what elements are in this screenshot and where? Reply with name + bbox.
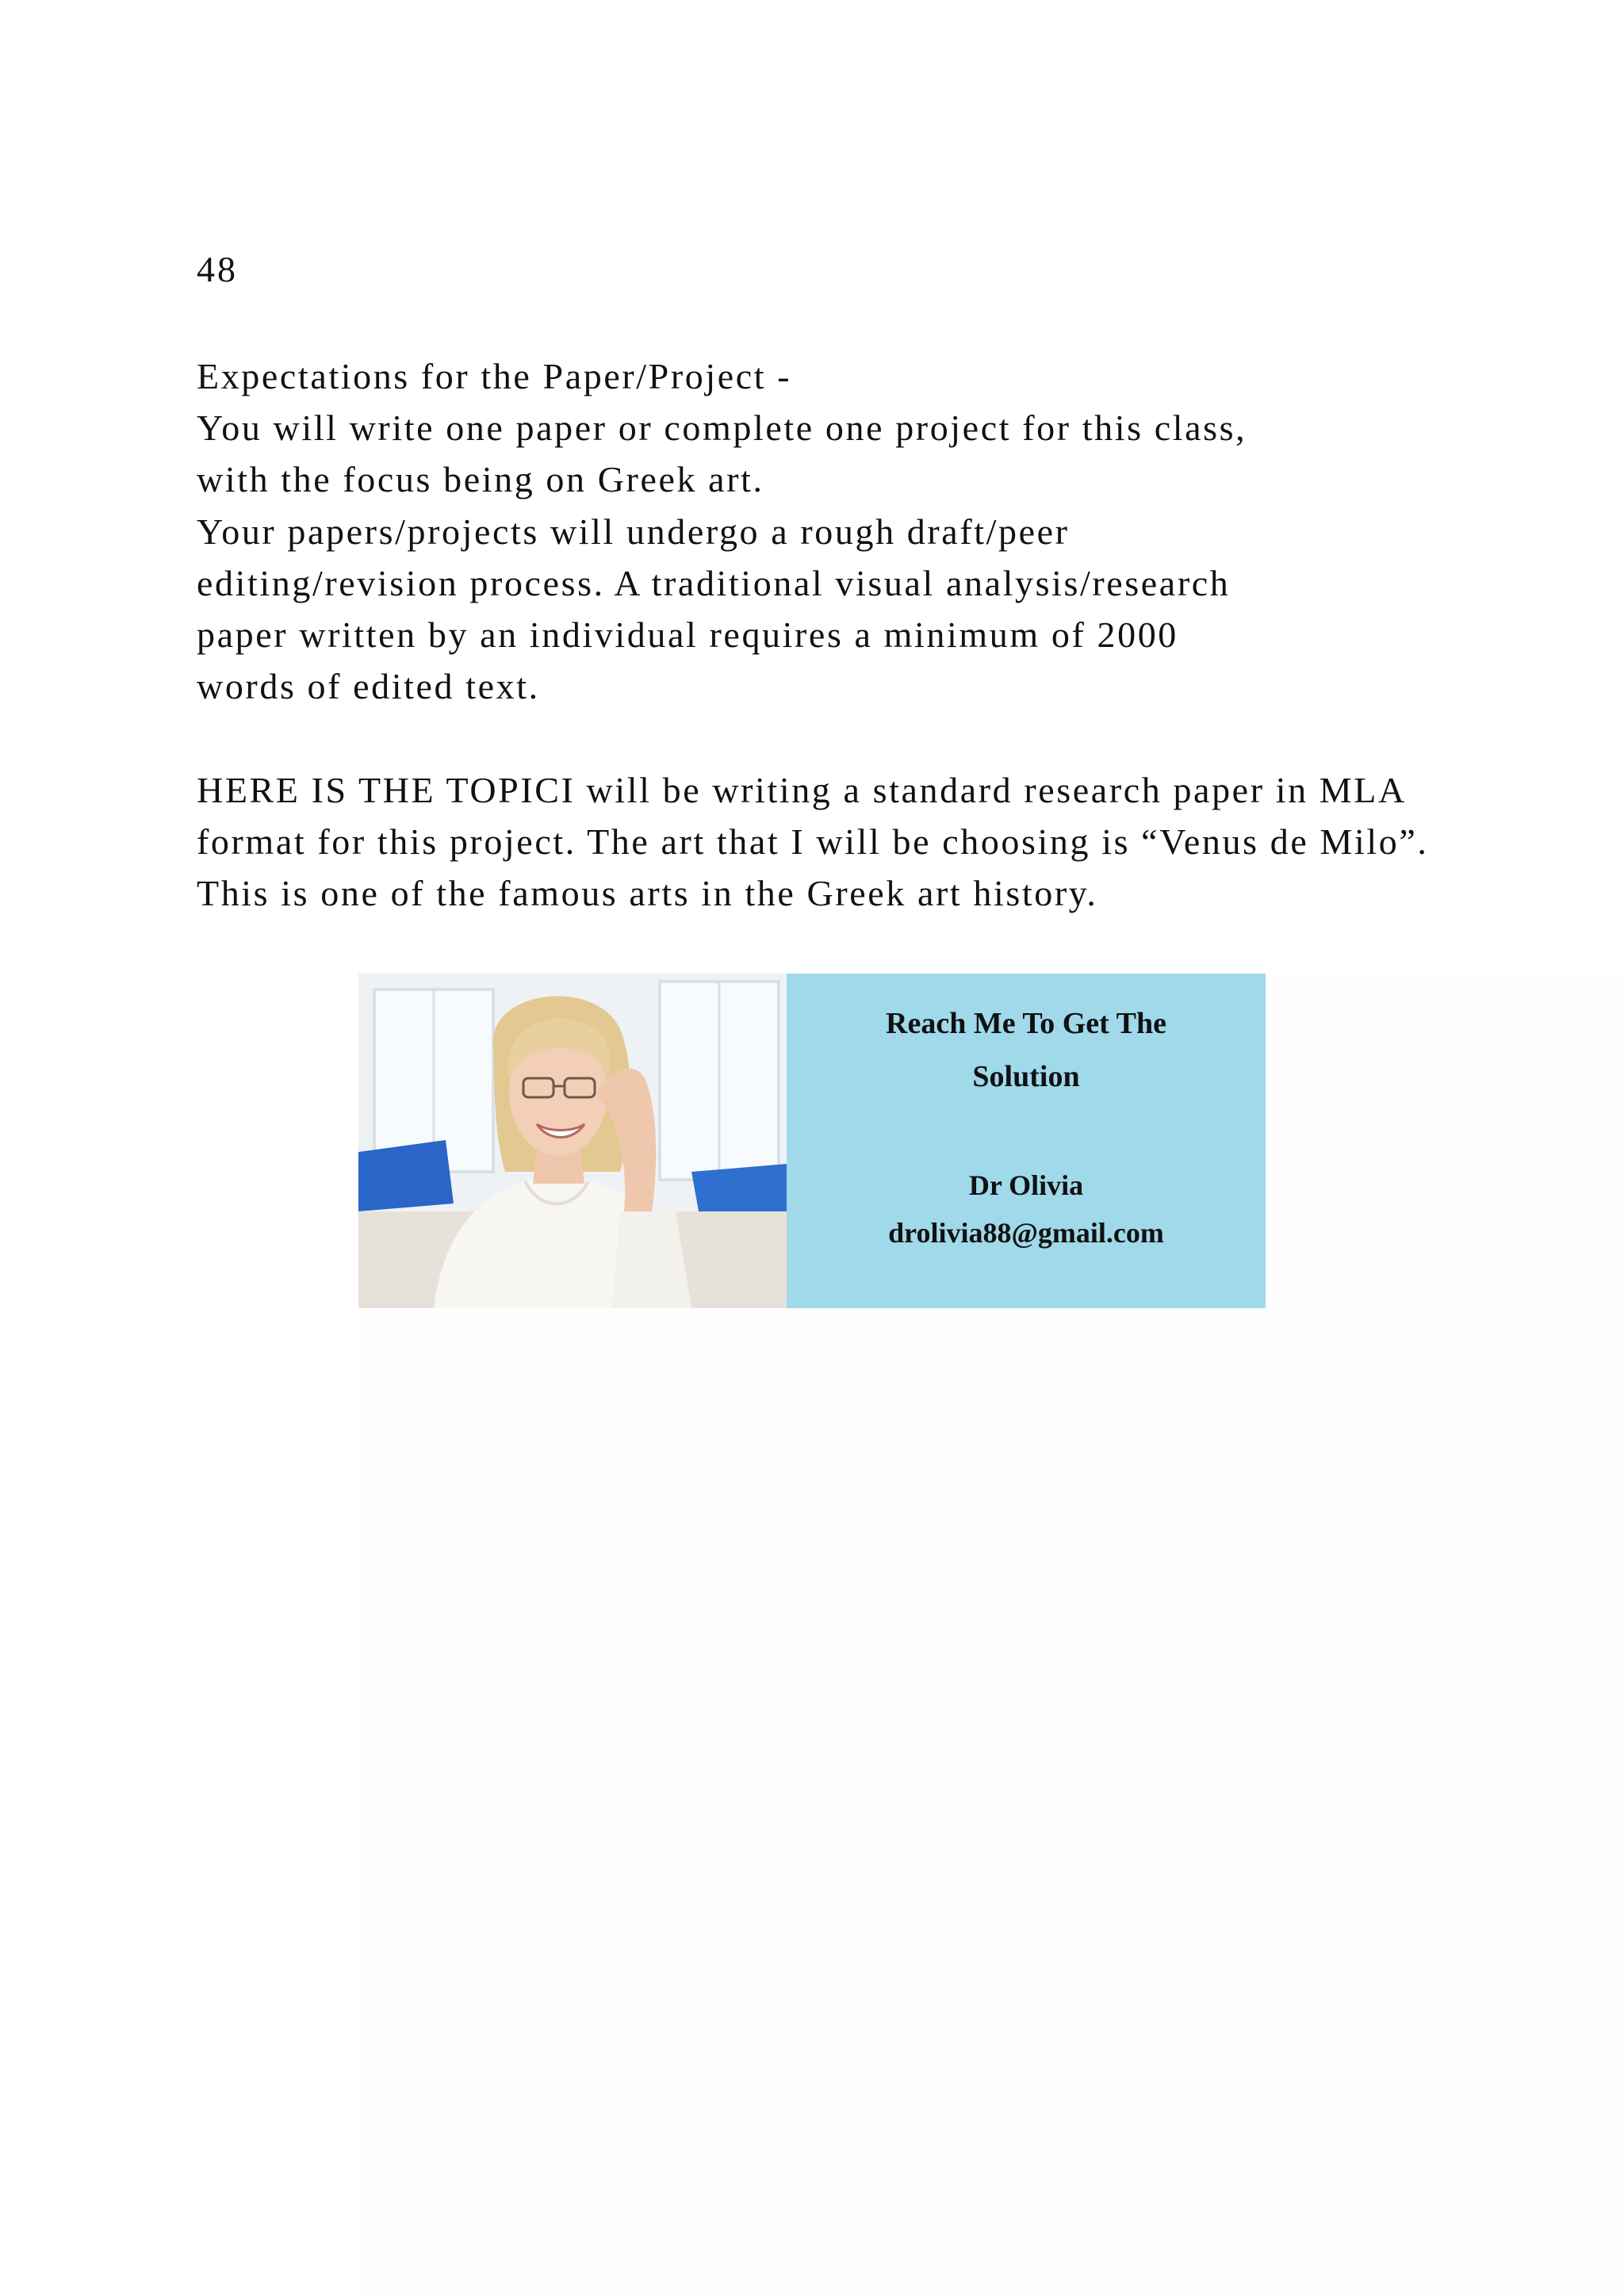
contact-email[interactable]: drolivia88@gmail.com — [888, 1217, 1164, 1249]
contact-info-panel — [787, 974, 1266, 1308]
paragraph-expectations: Expectations for the Paper/Project - You will write one paper or complete one project for this class, with the focus being on Greek art. Your papers/projects will undergo a rough draft/peer editing/revision process. A traditional visual analysis/research paper written by an individual requires a minimum of 2000 words of edited text. — [197, 356, 1247, 707]
contact-banner — [358, 974, 1266, 1308]
paragraph-topic: HERE IS THE TOPICI will be writing a standard research paper in MLA format for this project. The art that I will be choosing is “Venus de Milo”. This is one of the famous arts in the Greek art history. — [197, 770, 1429, 914]
woman-with-glasses-photo — [358, 974, 787, 1308]
banner-headline: Reach Me To Get The Solution — [886, 1007, 1166, 1093]
page-number: 48 — [197, 249, 238, 289]
contact-name: Dr Olivia — [968, 1169, 1084, 1201]
